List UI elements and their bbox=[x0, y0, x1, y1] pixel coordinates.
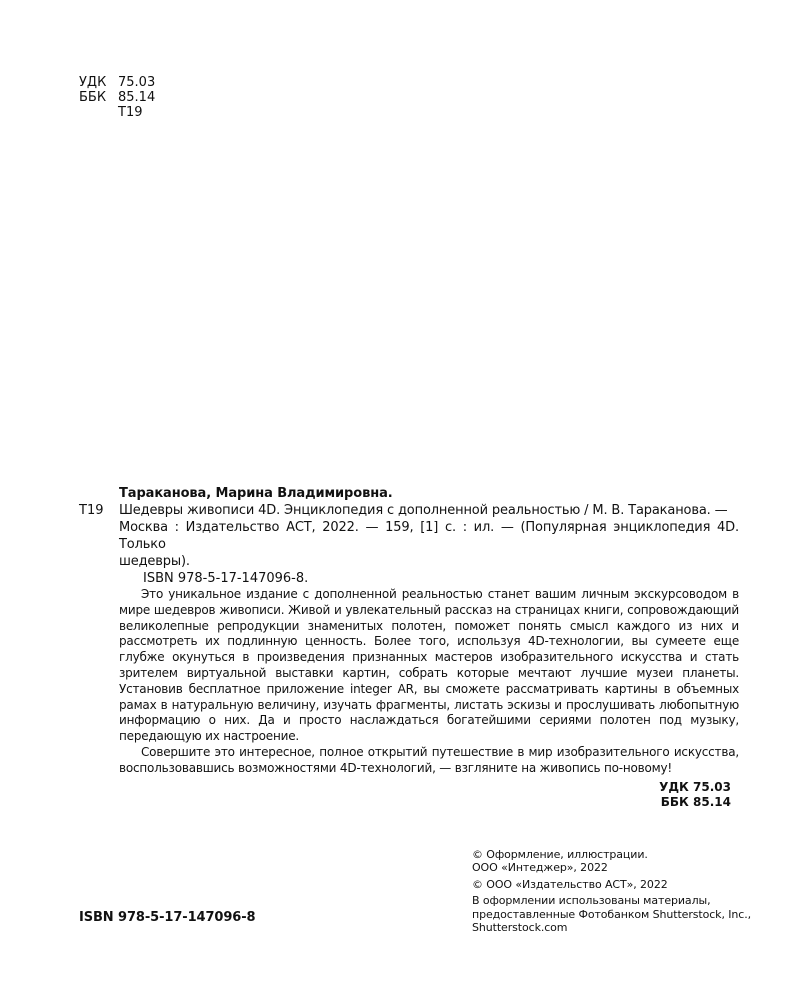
bbk-right: ББК 85.14 bbox=[660, 794, 731, 809]
isbn-line: ISBN 978-5-17-147096-8. bbox=[143, 571, 309, 586]
copyright-line-1: © Оформление, иллюстрации. bbox=[472, 848, 648, 861]
copyright-line-6: Shutterstock.com bbox=[472, 921, 568, 935]
udk-right: УДК 75.03 bbox=[659, 779, 731, 794]
annotation-paragraph-1: Это уникальное издание с дополненной реальностью станет вашим личным экскурсоводом в мире шедевров живописи. Живой и увлекательный рассказ на страницах книги, сопровождающий великолепные репродукции знаменитых полотен, поможет понять смысл каждого из них и рассмотреть их подлинную ценность. Более того, используя 4D-технологии, вы сумеете еще глубже окунуться в произведения признанных мастеров изобразительного искусства и стать зрителем виртуальной выставки картин, собрать которые мечтают лучшие музеи планеты. Установив бесплатное приложение integer AR, вы сможете рассматривать картины в объемных рамах в натуральную величину, изучать фрагменты, листать эскизы и прослушивать любопытную информацию о них. Да и просто наслаждаться богатейшими сериями полотен под музыку, передающую их настроение. bbox=[119, 587, 739, 744]
bibliographic-record bbox=[79, 485, 739, 810]
copyright-line-2: ООО «Интеджер», 2022 bbox=[472, 861, 608, 875]
udk-label: УДК bbox=[79, 75, 107, 90]
udk-value: 75.03 bbox=[118, 75, 156, 90]
spacer bbox=[79, 105, 118, 120]
title-line-2: Москва : Издательство АСТ, 2022. — 159, [1] с. : ил. — (Популярная энциклопедия 4D. Только bbox=[119, 520, 739, 552]
classification-right bbox=[79, 780, 739, 810]
author-heading: Тараканова, Марина Владимировна. bbox=[119, 486, 393, 501]
isbn-bottom: ISBN 978-5-17-147096-8 bbox=[79, 910, 256, 925]
author-mark-top: Т19 bbox=[118, 105, 143, 120]
title-line-1: Шедевры живописи 4D. Энциклопедия с дополненной реальностью / М. В. Тараканова. — bbox=[119, 503, 728, 518]
copyright-line-4: В оформлении использованы материалы, bbox=[472, 894, 711, 908]
copyright-block bbox=[472, 848, 772, 934]
annotation bbox=[119, 587, 739, 777]
title-description bbox=[119, 502, 739, 570]
author-mark: Т19 bbox=[79, 503, 104, 518]
title-line-3: шедевры). bbox=[119, 554, 190, 569]
bbk-value: 85.14 bbox=[118, 90, 156, 105]
title-row bbox=[79, 502, 739, 570]
bbk-label: ББК bbox=[79, 90, 107, 105]
annotation-paragraph-2: Совершите это интересное, полное открытий путешествие в мир изобразительного искусства, воспользовавшись возможностями 4D-технологий, — взгляните на живопись по-новому! bbox=[119, 744, 739, 775]
classification-block bbox=[79, 75, 155, 120]
copyright-line-3: © ООО «Издательство АСТ», 2022 bbox=[472, 877, 668, 891]
copyright-line-5: предоставленные Фотобанком Shutterstock, Inc., bbox=[472, 907, 751, 921]
